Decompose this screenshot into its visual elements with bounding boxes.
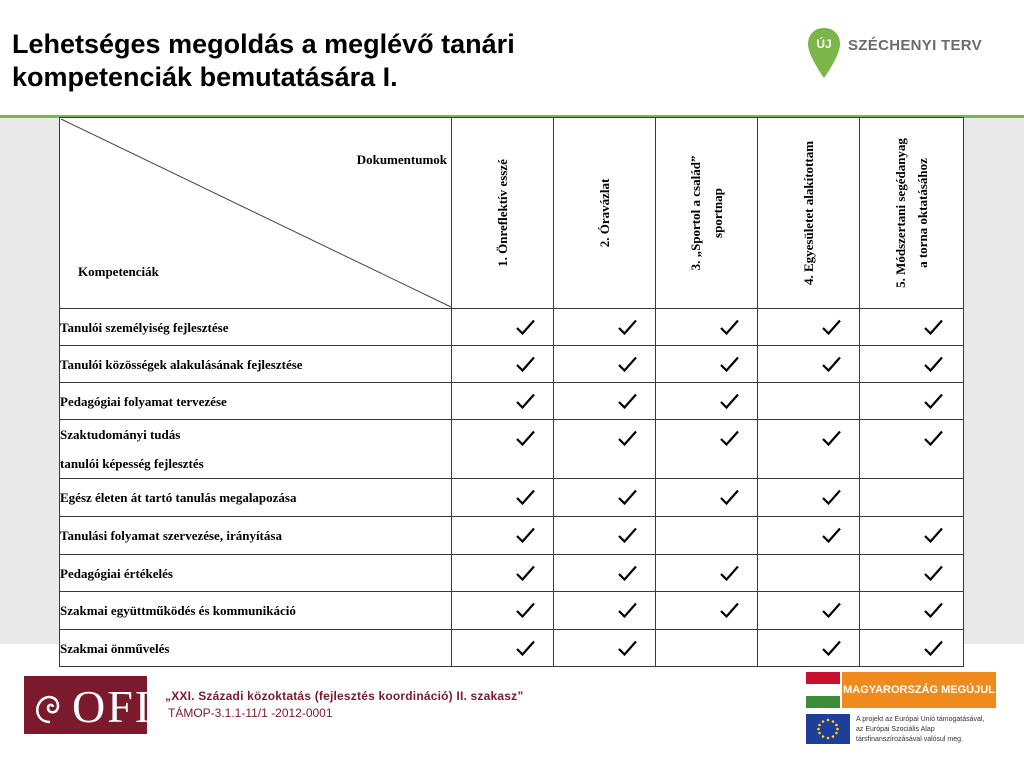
check-cell	[554, 555, 656, 592]
competency-label-line-1: Pedagógiai folyamat tervezése	[60, 393, 227, 409]
check-cell	[758, 383, 860, 420]
checkmark-icon	[516, 319, 535, 335]
magyarorszag-megujul-logo	[806, 672, 996, 708]
check-cell	[860, 309, 964, 346]
check-cell	[758, 309, 860, 346]
checkmark-icon	[822, 527, 841, 543]
check-cell	[656, 630, 758, 667]
corner-label-documents: Dokumentumok	[356, 152, 447, 167]
column-header-text	[798, 141, 820, 285]
table-header-row	[60, 118, 964, 309]
checkmark-icon	[720, 602, 739, 618]
column-header-4	[758, 118, 860, 309]
table-row	[60, 420, 964, 479]
check-cell	[452, 592, 554, 630]
checkmark-icon	[924, 565, 943, 581]
competency-label-line-2: tanulói képesség fejlesztés	[60, 456, 204, 471]
check-cell	[452, 479, 554, 517]
check-cell	[860, 420, 964, 479]
table-row	[60, 309, 964, 346]
logo-badge: ÚJ	[816, 37, 832, 51]
check-cell	[656, 420, 758, 479]
eu-note-line-3: társfinanszírozásával valósul meg.	[856, 736, 963, 743]
check-cell	[656, 309, 758, 346]
checkmark-icon	[516, 602, 535, 618]
checkmark-icon	[924, 640, 943, 656]
competency-label-line-1: Tanulói személyiség fejlesztése	[60, 319, 229, 335]
check-cell	[656, 555, 758, 592]
project-title: „XXI. Századi közoktatás (fejlesztés koordináció) II. szakasz”	[165, 689, 524, 703]
column-header-line-1: 3. „Sportol a család”	[687, 155, 703, 271]
checkmark-icon	[924, 319, 943, 335]
check-cell	[554, 420, 656, 479]
location-pin-icon	[806, 26, 842, 80]
checkmark-icon	[516, 430, 535, 446]
check-cell	[656, 592, 758, 630]
checkmark-icon	[924, 602, 943, 618]
check-cell	[860, 555, 964, 592]
column-header-line-1: 2. Óravázlat	[596, 178, 612, 248]
check-cell	[860, 630, 964, 667]
ofi-logo-text: OFI	[72, 681, 153, 732]
checkmark-icon	[822, 489, 841, 505]
check-cell	[656, 479, 758, 517]
checkmark-icon	[924, 393, 943, 409]
check-cell	[860, 592, 964, 630]
checkmark-icon	[720, 319, 739, 335]
check-cell	[554, 592, 656, 630]
checkmark-icon	[924, 430, 943, 446]
competency-table-container	[59, 117, 963, 665]
check-cell	[758, 479, 860, 517]
column-header-text	[890, 138, 934, 288]
column-header-2	[554, 118, 656, 309]
checkmark-icon	[822, 602, 841, 618]
column-header-line-2: sportnap	[709, 188, 725, 238]
checkmark-icon	[720, 430, 739, 446]
competency-label	[60, 479, 452, 517]
check-cell	[656, 517, 758, 555]
mm-label: MAGYARORSZÁG MEGÚJUL	[842, 672, 996, 708]
table-row	[60, 517, 964, 555]
checkmark-icon	[720, 356, 739, 372]
competency-label	[60, 309, 452, 346]
checkmark-icon	[516, 489, 535, 505]
competency-label-line-1: Tanulói közösségek alakulásának fejlesztése	[60, 356, 303, 372]
competency-label-line-1: Szaktudományi tudás	[60, 427, 181, 442]
column-header-1	[452, 118, 554, 309]
check-cell	[554, 517, 656, 555]
table-row	[60, 555, 964, 592]
title-line-2: kompetenciák bemutatására I.	[12, 62, 398, 92]
check-cell	[452, 383, 554, 420]
table-row	[60, 346, 964, 383]
competency-label-line-1: Tanulási folyamat szervezése, irányítása	[60, 528, 282, 543]
corner-label-competencies: Kompetenciák	[78, 264, 159, 279]
checkmark-icon	[822, 356, 841, 372]
check-cell	[860, 346, 964, 383]
check-cell	[758, 555, 860, 592]
checkmark-icon	[720, 489, 739, 505]
column-header-line-1: 5. Módszertani segédanyag	[892, 138, 908, 288]
eu-flag-icon	[806, 714, 850, 744]
project-code: TÁMOP-3.1.1-11/1 -2012-0001	[168, 706, 333, 720]
competency-label	[60, 592, 452, 630]
checkmark-icon	[924, 356, 943, 372]
check-cell	[452, 309, 554, 346]
eu-note-line-2: az Európai Szociális Alap	[856, 726, 935, 733]
hungarian-flag-icon	[806, 672, 840, 708]
check-cell	[452, 555, 554, 592]
column-header-5	[860, 118, 964, 309]
competency-label	[60, 420, 452, 479]
check-cell	[554, 383, 656, 420]
checkmark-icon	[618, 640, 637, 656]
title-line-1: Lehetséges megoldás a meglévő tanári	[12, 29, 515, 59]
check-cell	[758, 592, 860, 630]
checkmark-icon	[516, 356, 535, 372]
column-header-line-2: a torna oktatásához	[914, 158, 930, 268]
competency-label	[60, 383, 452, 420]
column-header-text	[685, 156, 729, 271]
checkmark-icon	[516, 527, 535, 543]
check-cell	[452, 517, 554, 555]
table-row	[60, 383, 964, 420]
checkmark-icon	[822, 430, 841, 446]
checkmark-icon	[822, 319, 841, 335]
eu-note-line-1: A projekt az Európai Unió támogatásával,	[856, 716, 985, 723]
competency-label	[60, 555, 452, 592]
check-cell	[758, 346, 860, 383]
checkmark-icon	[618, 356, 637, 372]
checkmark-icon	[720, 393, 739, 409]
check-cell	[758, 517, 860, 555]
table-row	[60, 630, 964, 667]
competency-label	[60, 517, 452, 555]
spiral-icon	[30, 682, 70, 728]
check-cell	[452, 420, 554, 479]
table-row	[60, 479, 964, 517]
checkmark-icon	[924, 527, 943, 543]
checkmark-icon	[822, 640, 841, 656]
checkmark-icon	[618, 602, 637, 618]
competency-label-line-1: Pedagógiai értékelés	[60, 565, 173, 581]
column-header-line-1: 4. Egyesületet alakítottam	[800, 140, 816, 286]
checkmark-icon	[618, 527, 637, 543]
table-corner-cell	[60, 118, 452, 309]
check-cell	[758, 420, 860, 479]
szechenyi-terv-logo	[806, 26, 996, 84]
eu-funding-notice	[806, 714, 996, 746]
column-header-3	[656, 118, 758, 309]
competency-label	[60, 630, 452, 667]
page-title	[12, 28, 732, 94]
column-header-line-1: 1. Önreflektív esszé	[494, 159, 510, 267]
column-header-text	[594, 179, 616, 248]
checkmark-icon	[516, 393, 535, 409]
logo-brand: SZÉCHENYI TERV	[848, 37, 982, 54]
checkmark-icon	[618, 489, 637, 505]
checkmark-icon	[618, 393, 637, 409]
competency-label	[60, 346, 452, 383]
checkmark-icon	[720, 565, 739, 581]
check-cell	[860, 383, 964, 420]
table-row	[60, 592, 964, 630]
checkmark-icon	[516, 640, 535, 656]
competency-label-line-1: Egész életen át tartó tanulás megalapozása	[60, 490, 297, 505]
check-cell	[656, 383, 758, 420]
competency-label-line-1: Szakmai önművelés	[60, 640, 170, 656]
check-cell	[554, 630, 656, 667]
check-cell	[860, 517, 964, 555]
checkmark-icon	[516, 565, 535, 581]
column-header-text	[492, 159, 514, 267]
check-cell	[554, 479, 656, 517]
check-cell	[452, 630, 554, 667]
project-info	[165, 689, 524, 720]
competency-table	[59, 117, 964, 667]
checkmark-icon	[618, 319, 637, 335]
check-cell	[452, 346, 554, 383]
checkmark-icon	[618, 565, 637, 581]
ofi-logo	[24, 676, 153, 734]
check-cell	[860, 479, 964, 517]
check-cell	[554, 309, 656, 346]
check-cell	[554, 346, 656, 383]
check-cell	[656, 346, 758, 383]
checkmark-icon	[618, 430, 637, 446]
check-cell	[758, 630, 860, 667]
eu-note	[856, 715, 984, 745]
competency-label-line-1: Szakmai együttműködés és kommunikáció	[60, 603, 296, 618]
